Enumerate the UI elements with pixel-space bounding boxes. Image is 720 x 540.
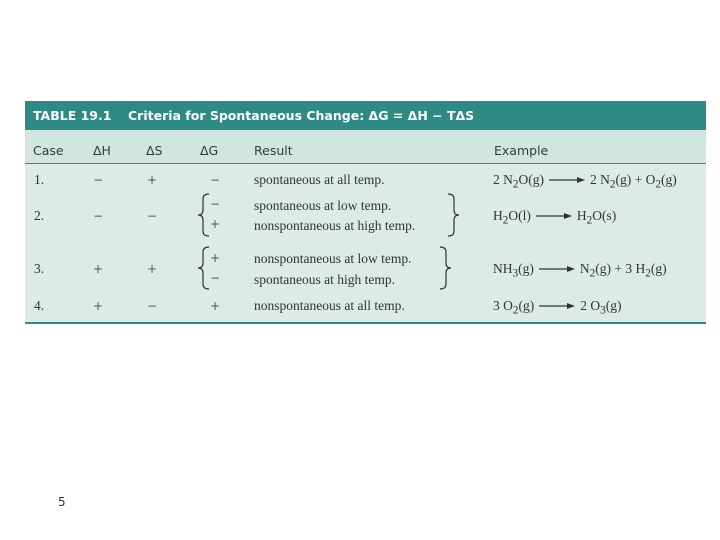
row4-case: 4. bbox=[34, 298, 45, 313]
row1-case: 1. bbox=[34, 172, 45, 187]
row2-case: 2. bbox=[34, 208, 45, 223]
table-19-1 bbox=[25, 101, 706, 324]
row3-delta-g-top: + bbox=[210, 251, 221, 265]
left-brace-icon bbox=[197, 193, 211, 237]
row4-example: 3 $O_2(g)$ 2 $O_3(g)$ bbox=[493, 298, 622, 317]
right-brace-icon bbox=[446, 193, 460, 237]
right-brace-icon bbox=[438, 246, 452, 290]
row1-example: 2 $N_2O(g)$ 2 $N_2(g) + O_2(g)$ bbox=[493, 172, 677, 191]
row3-delta-g-bottom: − bbox=[210, 271, 221, 285]
row4-delta-s: − bbox=[147, 299, 158, 313]
header-case: Case bbox=[33, 143, 64, 158]
row3-result-bottom: spontaneous at high temp. bbox=[254, 272, 395, 287]
row4-delta-h: + bbox=[93, 299, 104, 313]
row2-delta-g-top: − bbox=[210, 197, 221, 211]
row1-delta-s: + bbox=[147, 173, 158, 187]
header-delta-h: ΔH bbox=[93, 143, 111, 158]
row4-delta-g: + bbox=[210, 299, 221, 313]
reaction-arrow-icon bbox=[539, 265, 575, 273]
header-result: Result bbox=[254, 143, 293, 158]
row1-delta-h: − bbox=[93, 173, 104, 187]
table-label: TABLE 19.1 bbox=[33, 108, 112, 123]
row3-example: $NH_3(g) N_2(g) + 3$ $H_2(g)$ bbox=[493, 261, 667, 280]
header-delta-s: ΔS bbox=[146, 143, 163, 158]
row2-example: $H_2O(l)$ $H_2O(s)$ bbox=[493, 208, 617, 227]
header-example: Example bbox=[494, 143, 549, 158]
row1-delta-g: − bbox=[210, 173, 221, 187]
row2-result-top: spontaneous at low temp. bbox=[254, 198, 392, 213]
reaction-arrow-icon bbox=[549, 176, 585, 184]
row2-delta-s: − bbox=[147, 209, 158, 223]
row3-delta-s: + bbox=[147, 262, 158, 276]
row3-case: 3. bbox=[34, 261, 45, 276]
row3-delta-h: + bbox=[93, 262, 104, 276]
reaction-arrow-icon bbox=[536, 212, 572, 220]
row2-delta-g-bottom: + bbox=[210, 217, 221, 231]
table-caption: Criteria for Spontaneous Change: ΔG = ΔH − TΔS bbox=[128, 108, 475, 123]
row2-result-bottom: nonspontaneous at high temp. bbox=[254, 218, 416, 233]
table-title-bar bbox=[25, 101, 706, 130]
table-header-row bbox=[25, 130, 706, 164]
reaction-arrow-icon bbox=[539, 302, 575, 310]
row4-result: nonspontaneous at all temp. bbox=[254, 298, 405, 313]
row1-result: spontaneous at all temp. bbox=[254, 172, 385, 187]
row2-delta-h: − bbox=[93, 209, 104, 223]
row3-result-top: nonspontaneous at low temp. bbox=[254, 251, 412, 266]
page-number: 5 bbox=[58, 495, 66, 509]
left-brace-icon bbox=[197, 246, 211, 290]
header-delta-g: ΔG bbox=[200, 143, 219, 158]
